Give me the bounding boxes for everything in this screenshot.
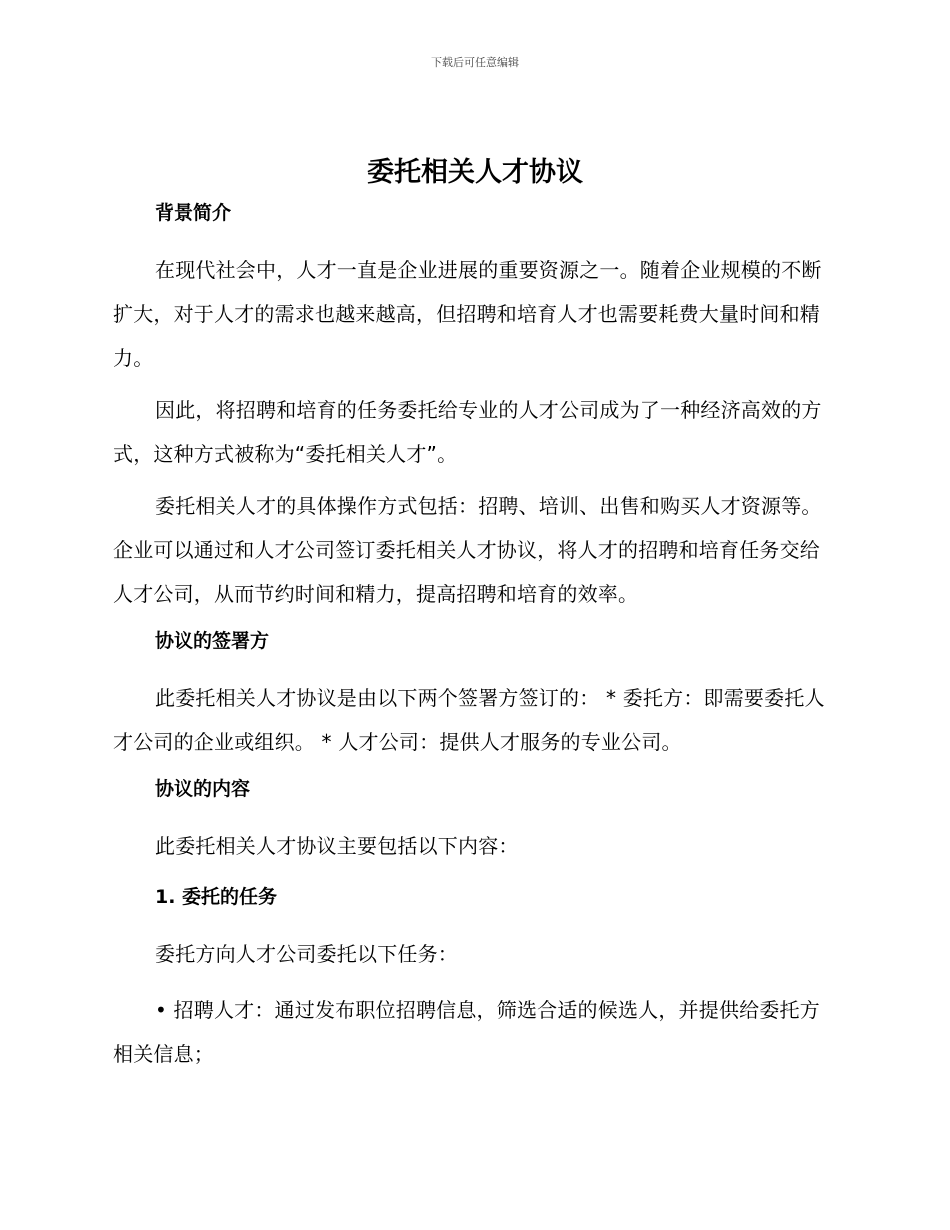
- section-heading-task: 1. 委托的任务: [155, 886, 278, 908]
- paragraph-background-2: 因此，将招聘和培育的任务委托给专业的人才公司成为了一种经济高效的方式，这种方式被称为“委托相关人才”。: [113, 398, 822, 466]
- section-heading-background: 背景简介: [155, 202, 232, 224]
- document-title: 委托相关人才协议: [367, 157, 583, 188]
- paragraph-background-3: 委托相关人才的具体操作方式包括：招聘、培训、出售和购买人才资源等。企业可以通过和人才公司签订委托相关人才协议，将人才的招聘和培育任务交给人才公司，从而节约时间和精力，提高招聘和培育的效率。: [113, 494, 822, 606]
- document-body: [113, 196, 833, 1084]
- paragraph-content: 此委托相关人才协议主要包括以下内容：: [155, 834, 519, 858]
- paragraph-background-1: 在现代社会中，人才一直是企业进展的重要资源之一。随着企业规模的不断扩大，对于人才的需求也越来越高，但招聘和培育人才也需要耗费大量时间和精力。: [113, 258, 822, 370]
- header-note: 下载后可任意编辑: [431, 56, 519, 69]
- list-item-task-1: • 招聘人才：通过发布职位招聘信息，筛选合适的候选人，并提供给委托方相关信息；: [113, 998, 820, 1066]
- section-heading-content: 协议的内容: [155, 778, 251, 800]
- section-heading-parties: 协议的签署方: [155, 630, 270, 652]
- paragraph-parties: 此委托相关人才协议是由以下两个签署方签订的： * 委托方：即需要委托人才公司的企业或组织。 * 人才公司：提供人才服务的专业公司。: [113, 686, 825, 754]
- paragraph-task: 委托方向人才公司委托以下任务：: [155, 942, 458, 966]
